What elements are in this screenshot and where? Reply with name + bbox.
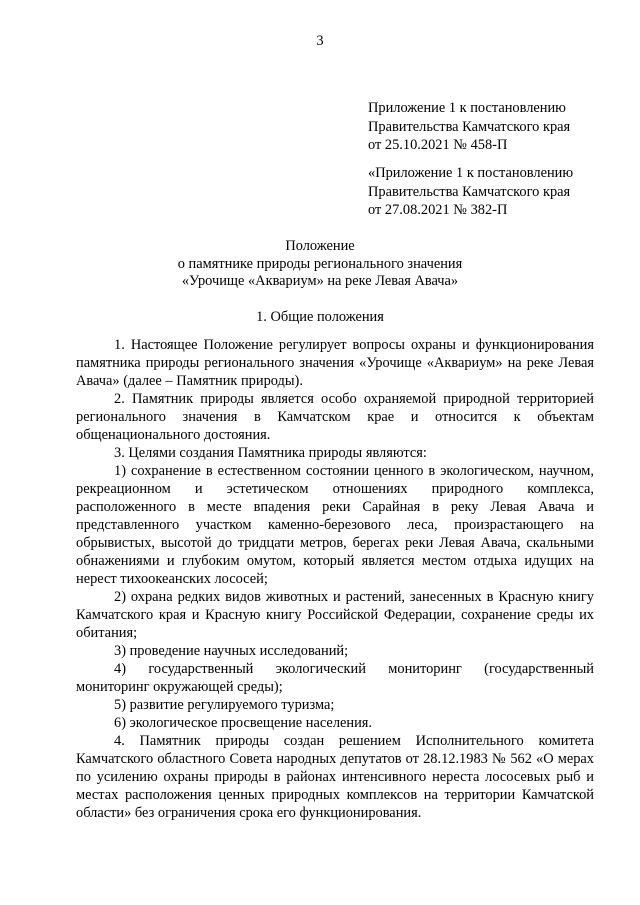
paragraph: 2. Памятник природы является особо охраняемой природной территорией регионального значения в Камчатском крае и относится к объектам общенационального достояния. (76, 391, 594, 443)
paragraph: 4. Памятник природы создан решением Исполнительного комитета Камчатского областного Совета народных депутатов от 28.12.1983 № 562 «О мерах по усилению охраны природы в районах интенсивного нереста лососевых рыб и местах расположения ценных природных комплексов на территории Камчатской области» без ограничения срока его функционирования. (76, 733, 594, 821)
appendix-current-line: от 25.10.2021 № 458-П (368, 137, 508, 153)
document-title-line: о памятнике природы регионального значения (177, 255, 463, 272)
appendix-current-line: Приложение 1 к постановлению (368, 100, 566, 116)
document-title-line: Положение (285, 238, 355, 254)
document-title-line: «Урочище «Аквариум» на реке Левая Авача» (181, 273, 459, 289)
paragraph: 2) охрана редких видов животных и растений, занесенных в Красную книгу Камчатского края и Красную книгу Российской Федерации, сохранение среды их обитания; (76, 589, 594, 641)
paragraph: 1) сохранение в естественном состоянии ценного в экологическом, научном, рекреационном и эстетическом отношениях природного комплекса, расположенного в месте впадения реки Сарайная в реку Левая Авача и представленного участком каменно-березового леса, произрастающего на обрывистых, высотой до тридцати метров, берегах реки Левая Авача, скальными обнажениями и глубоким омутом, который является местом отдыха идущих на нерест тихоокеанских лососей; (76, 463, 594, 587)
paragraph: 5) развитие регулируемого туризма; (114, 697, 335, 713)
paragraph: 3. Целями создания Памятника природы являются: (114, 445, 427, 461)
section-heading: 1. Общие положения (256, 309, 384, 325)
paragraph: 1. Настоящее Положение регулирует вопросы охраны и функционирования памятника природы регионального значения «Урочище «Аквариум» на реке Левая Авача» (далее – Памятник природы). (76, 337, 594, 389)
appendix-current-reference (368, 99, 618, 155)
appendix-current-line: Правительства Камчатского края (368, 118, 571, 135)
document-body (76, 336, 594, 822)
appendix-previous-line: Правительства Камчатского края (368, 183, 571, 200)
paragraph: 4) государственный экологический мониторинг (государственный мониторинг окружающей среды); (76, 661, 594, 695)
paragraph: 6) экологическое просвещение населения. (114, 715, 373, 731)
appendix-previous-line: «Приложение 1 к постановлению (368, 165, 574, 181)
appendix-previous-reference (368, 164, 618, 220)
paragraph: 3) проведение научных исследований; (114, 643, 349, 659)
appendix-previous-line: от 27.08.2021 № 382-П (368, 202, 508, 218)
page-number: 3 (316, 33, 324, 49)
document-title (0, 237, 640, 290)
